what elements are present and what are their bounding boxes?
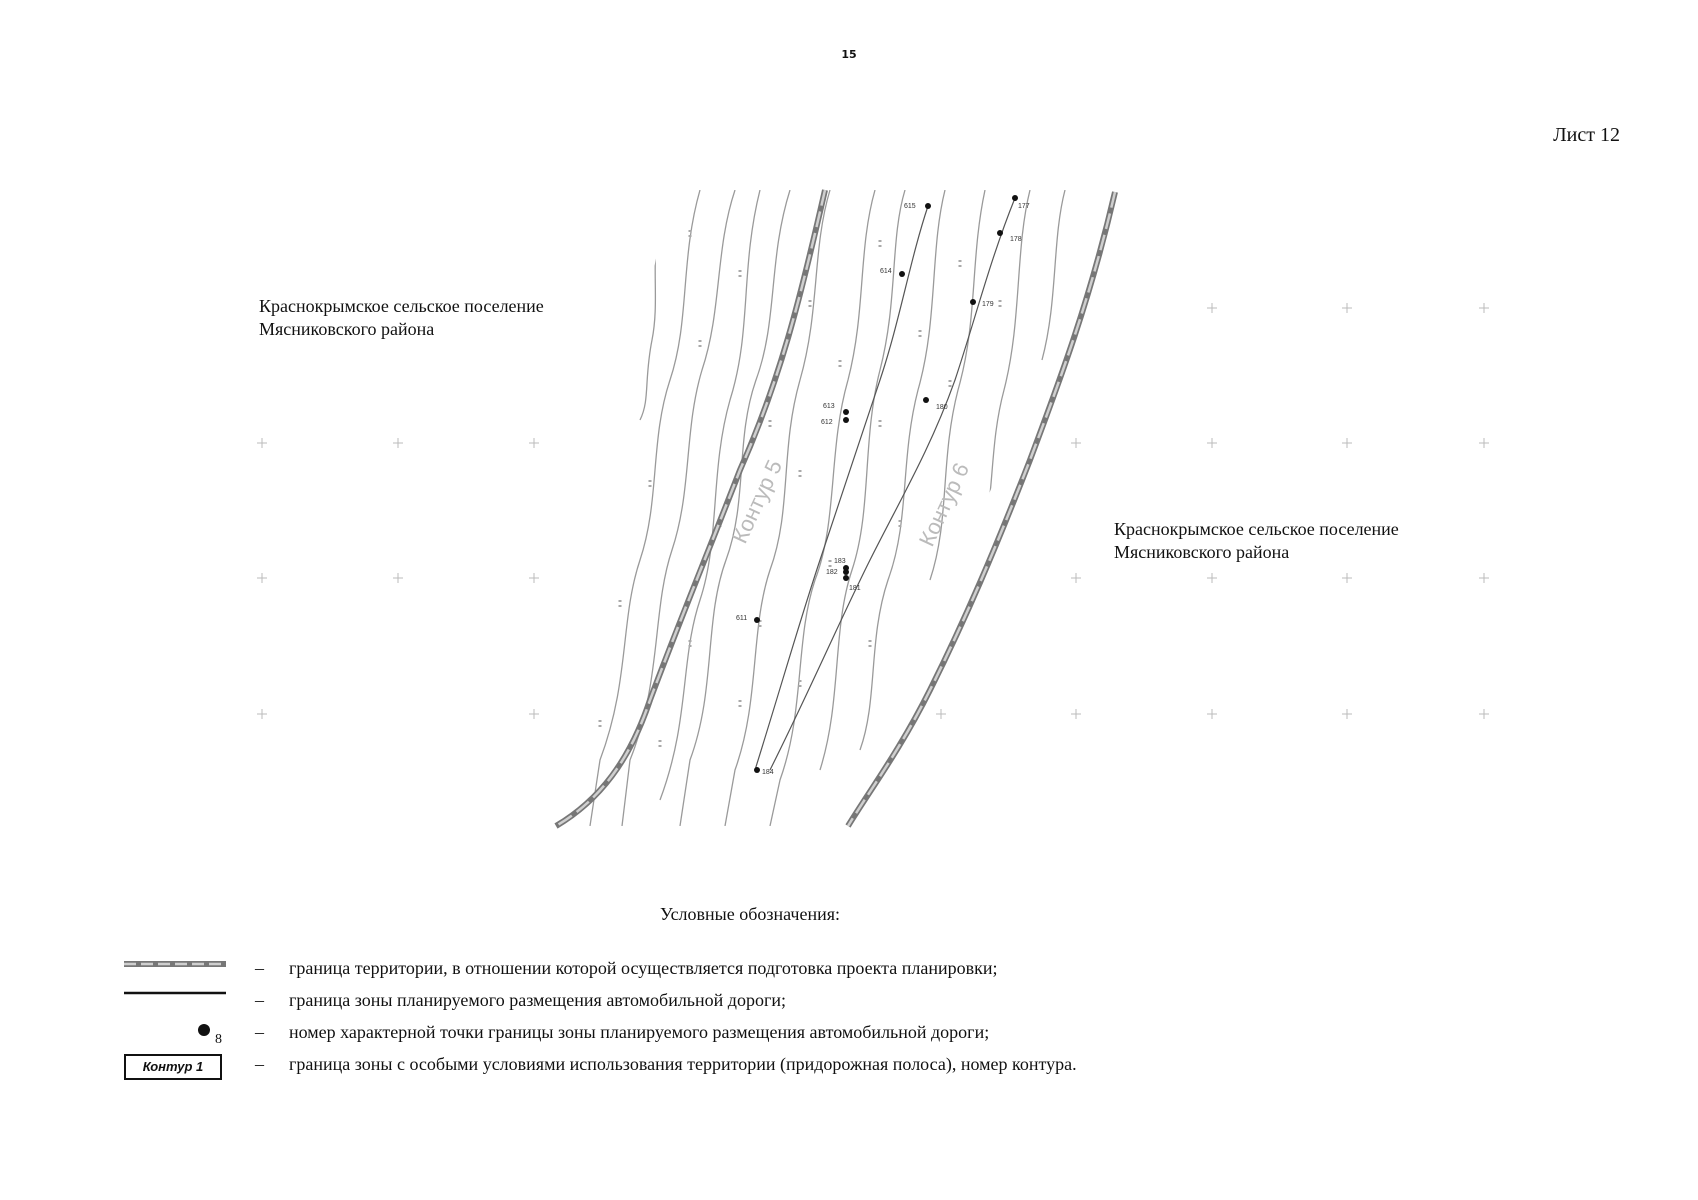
point-label-181: 181 <box>849 585 861 592</box>
point-label-179: 179 <box>982 301 994 308</box>
point-label-611: 611 <box>736 615 748 622</box>
point-label-612: 612 <box>821 419 833 426</box>
point-label-184: 184 <box>762 769 774 776</box>
point-label-182: 182 <box>826 569 838 576</box>
region-right-line2: Мясниковского района <box>1114 542 1290 562</box>
region-label-left <box>259 295 544 341</box>
point-label-615: 615 <box>904 203 916 210</box>
point-markers <box>754 195 1018 773</box>
legend-solid-line-symbol <box>122 988 228 1018</box>
legend-text: номер характерной точки границы зоны планируемого размещения автомобильной дороги; <box>289 1022 990 1042</box>
region-right-line1: Краснокрымское сельское поселение <box>1114 519 1399 539</box>
legend-item-contour <box>0 1052 1698 1082</box>
region-label-right <box>1114 518 1399 564</box>
page-number: 15 <box>841 48 857 61</box>
point-177 <box>1012 195 1018 201</box>
point-label-183: 183 <box>834 558 846 565</box>
point-611 <box>754 617 760 623</box>
legend-dash: – <box>255 958 264 978</box>
legend-item-road-zone <box>0 988 1698 1018</box>
terrain-contours <box>590 190 1065 826</box>
legend-dash: – <box>255 1022 264 1042</box>
road-zone-lines <box>755 198 1015 770</box>
point-182 <box>843 569 849 575</box>
grid-crosses <box>257 303 1489 719</box>
legend-dash: – <box>255 990 264 1010</box>
point-181 <box>843 575 849 581</box>
legend-item-point <box>0 1020 1698 1050</box>
legend-text: граница зоны с особыми условиями использования территории (придорожная полоса), номер контура. <box>289 1054 1077 1074</box>
point-marker-icon <box>198 1024 210 1036</box>
legend-title <box>0 904 1500 925</box>
legend-text: граница зоны планируемого размещения автомобильной дороги; <box>289 990 786 1010</box>
region-left-line2: Мясниковского района <box>259 319 435 339</box>
point-615 <box>925 203 931 209</box>
region-left-line1: Краснокрымское сельское поселение <box>259 296 544 316</box>
sheet-label: Лист 12 <box>1553 124 1620 146</box>
contour-5-label: Контур 5 <box>726 456 788 548</box>
point-marker-number: 8 <box>215 1032 222 1047</box>
contour-6-label: Контур 6 <box>913 459 975 551</box>
point-184 <box>754 767 760 773</box>
legend-contour-symbol <box>122 1052 228 1082</box>
contour-box: Контур 1 <box>124 1054 222 1080</box>
legend-text: граница территории, в отношении которой осуществляется подготовка проекта планировки; <box>289 958 998 978</box>
territory-boundary <box>556 190 1115 826</box>
legend-title-text: Условные обозначения: <box>659 904 841 924</box>
legend-point-symbol <box>122 1020 228 1050</box>
legend-dashed-boundary-symbol <box>122 956 228 986</box>
point-label-178: 178 <box>1010 236 1022 243</box>
legend-item-territory-boundary <box>0 956 1698 986</box>
point-178 <box>997 230 1003 236</box>
point-614 <box>899 271 905 277</box>
legend-dash: – <box>255 1054 264 1074</box>
point-180 <box>923 397 929 403</box>
point-613 <box>843 409 849 415</box>
point-612 <box>843 417 849 423</box>
point-179 <box>970 299 976 305</box>
point-label-613: 613 <box>823 403 835 410</box>
point-label-614: 614 <box>880 268 892 275</box>
point-label-177: 177 <box>1018 203 1030 210</box>
point-label-180: 180 <box>936 404 948 411</box>
